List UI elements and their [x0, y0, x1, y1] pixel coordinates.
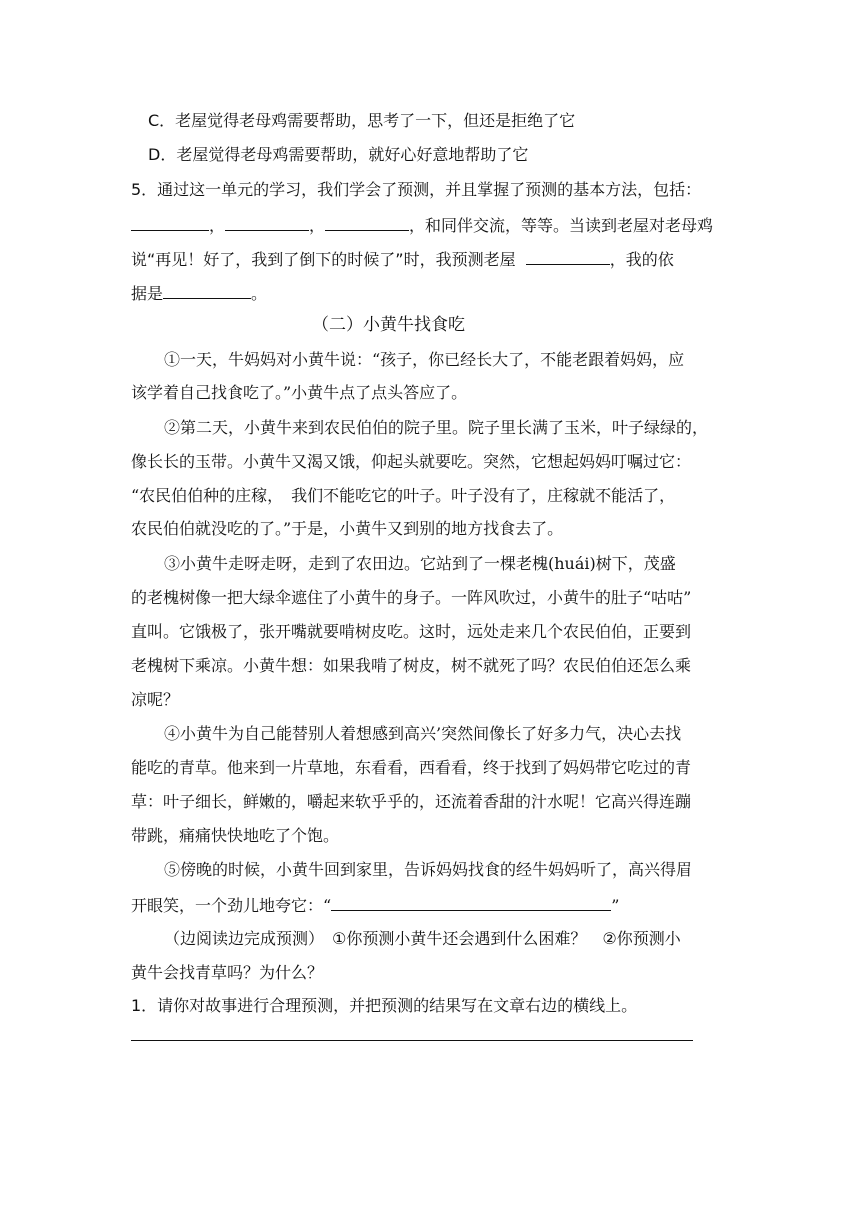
q5-sep-1: ，	[209, 216, 226, 235]
passage-title: （二）小黄牛找食吃	[312, 315, 465, 335]
q5-blank-5[interactable]	[163, 282, 251, 299]
p1-line: 该学着自己找食吃了。”小黄牛点了点头答应了。	[131, 383, 468, 402]
p3-line: 凉呢？	[131, 690, 180, 709]
p2-line: 农民伯伯就没吃的了。”于是，小黄牛又到别的地方找食去了。	[131, 519, 564, 538]
p2-line: “农民伯伯种的庄稼， 我们不能吃它的叶子。叶子没有了，庄稼就不能活了，	[131, 486, 676, 505]
prediction-line1: （边阅读边完成预测） ①你预测小黄牛还会遇到什么困难？ ②你预测小	[164, 929, 681, 948]
q5-line4-tail: 。	[251, 284, 268, 303]
p3-line: ③小黄牛走呀走呀，走到了农田边。它站到了一棵老槐(huái)树下，茂盛	[164, 554, 676, 573]
p4-line: 草：叶子细长，鲜嫩的，嚼起来软乎乎的，还流着香甜的汁水呢！它高兴得连蹦	[131, 792, 692, 811]
q5-line4-head: 据是	[131, 284, 164, 303]
option-d: D．老屋觉得老母鸡需要帮助，就好心好意地帮助了它	[148, 145, 529, 164]
option-c: C．老屋觉得老母鸡需要帮助，思考了一下，但还是拒绝了它	[148, 111, 576, 130]
q5-sep-2: ，	[309, 216, 326, 235]
q5-blank-3[interactable]	[325, 214, 409, 231]
p5-answer-blank[interactable]	[331, 894, 611, 911]
question-1: 1．请你对故事进行合理预测，并把预测的结果写在文章右边的横线上。	[131, 996, 638, 1015]
answer-line[interactable]	[131, 1040, 693, 1041]
q5-blank-1[interactable]	[131, 214, 209, 231]
p3-line: 直叫。它饿极了，张开嘴就要啃树皮吃。这时，远处走来几个农民伯伯，正要到	[131, 622, 692, 641]
p5-close-quote: ”	[611, 896, 620, 915]
prediction-line2: 黄牛会找青草吗？为什么？	[131, 963, 324, 982]
p2-line: ②第二天，小黄牛来到农民伯伯的院子里。院子里长满了玉米，叶子绿绿的，	[164, 418, 709, 437]
q5-line2	[131, 214, 713, 236]
p5-line: ⑤傍晚的时候，小黄牛回到家里，告诉妈妈找食的经牛妈妈听了，高兴得眉	[164, 860, 693, 879]
q5-line1: 5．通过这一单元的学习，我们学会了预测，并且掌握了预测的基本方法，包括：	[131, 180, 702, 199]
q5-line3	[131, 248, 674, 270]
p5-line	[131, 894, 619, 916]
q5-line4	[131, 282, 267, 304]
q5-blank-2[interactable]	[225, 214, 309, 231]
p4-line: 能吃的青草。他来到一片草地，东看看，西看看，终于找到了妈妈带它吃过的青	[131, 758, 692, 777]
p4-line: ④小黄牛为自己能替别人着想感到高兴’突然间像长了好多力气，决心去找	[164, 724, 682, 743]
q5-line2-tail: ，和同伴交流，等等。当读到老屋对老母鸡	[409, 216, 714, 235]
q5-line3-head: 说“再见！好了，我到了倒下的时候了”时，我预测老屋	[131, 250, 516, 269]
p3-line: 的老槐树像一把大绿伞遮住了小黄牛的身子。一阵风吹过，小黄牛的肚子“咕咕”	[131, 588, 692, 607]
p5-line2-head: 开眼笑，一个劲儿地夸它：“	[131, 896, 332, 915]
p1-line: ①一天，牛妈妈对小黄牛说：“孩子，你已经长大了，不能老跟着妈妈，应	[164, 350, 685, 369]
p4-line: 带跳，痛痛快快地吃了个饱。	[131, 826, 340, 845]
q5-line3-tail: ，我的依	[609, 250, 674, 269]
p2-line: 像长长的玉带。小黄牛又渴又饿，仰起头就要吃。突然，它想起妈妈叮嘱过它：	[131, 452, 692, 471]
q5-blank-4[interactable]	[526, 248, 610, 265]
p3-line: 老槐树下乘凉。小黄牛想：如果我啃了树皮，树不就死了吗？农民伯伯还怎么乘	[131, 656, 692, 675]
